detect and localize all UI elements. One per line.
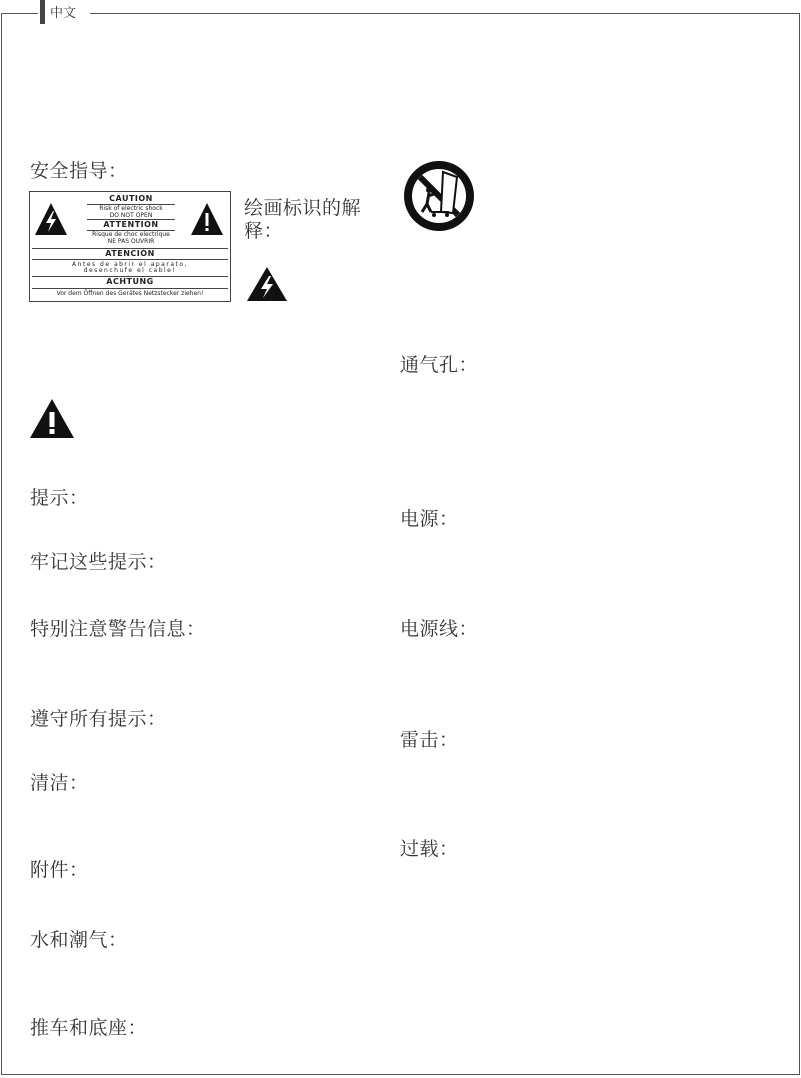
page-frame-top-right [90,13,800,14]
attention-line-1: Risque de choc electrique [92,231,170,238]
page-frame-bottom [1,1074,800,1075]
cart-tip-over-icon [403,160,475,232]
heed-warnings-heading: 特别注意警告信息： [30,618,206,640]
caution-label [29,191,231,302]
power-source-heading: 电源： [400,508,459,530]
caution-title: CAUTION [87,194,175,205]
caution-line-2: DO NOT OPEN [87,212,175,220]
language-tab-marker [40,0,45,24]
hint-heading: 提示： [30,487,89,509]
attention-line-2: NE PAS OUVRIR [107,238,155,245]
atencion-line-1: Antes de abrir el aparato, [32,259,228,268]
follow-instructions-heading: 遵守所有提示： [30,708,167,730]
symbol-explanation-heading: 绘画标识的解释： [244,197,362,242]
page-frame-top-left [1,13,38,14]
power-cord-heading: 电源线： [400,618,479,640]
achtung-title: ACHTUNG [32,276,228,287]
language-label: 中文 [50,6,77,21]
cleaning-heading: 清洁： [30,772,89,794]
attention-title: ATTENTION [87,220,175,231]
remember-instructions-heading: 牢记这些提示： [30,551,167,573]
atencion-title: ATENCIÓN [32,248,228,259]
accessories-heading: 附件： [30,859,89,881]
exclamation-warning-icon [190,202,224,236]
page-frame-left [1,13,2,1075]
cart-stand-heading: 推车和底座： [30,1017,148,1039]
lightning-triangle-icon [246,266,288,302]
overload-heading: 过载： [400,838,459,860]
water-moisture-heading: 水和潮气： [30,929,128,951]
caution-text-block [87,194,175,245]
atencion-line-2: desenchufe el cable! [83,267,177,274]
ventilation-heading: 通气孔： [400,354,479,376]
caution-line-1: Risk of electric shock [99,205,163,212]
page-frame-right [799,13,800,1075]
electric-shock-warning-icon [34,202,68,236]
achtung-line: Vor dem Öffnen des Gerätes Netzstecker ziehen! [32,288,228,298]
lightning-heading: 雷击： [400,729,459,751]
safety-instructions-heading: 安全指导： [30,160,128,182]
exclamation-triangle-icon [29,398,75,439]
